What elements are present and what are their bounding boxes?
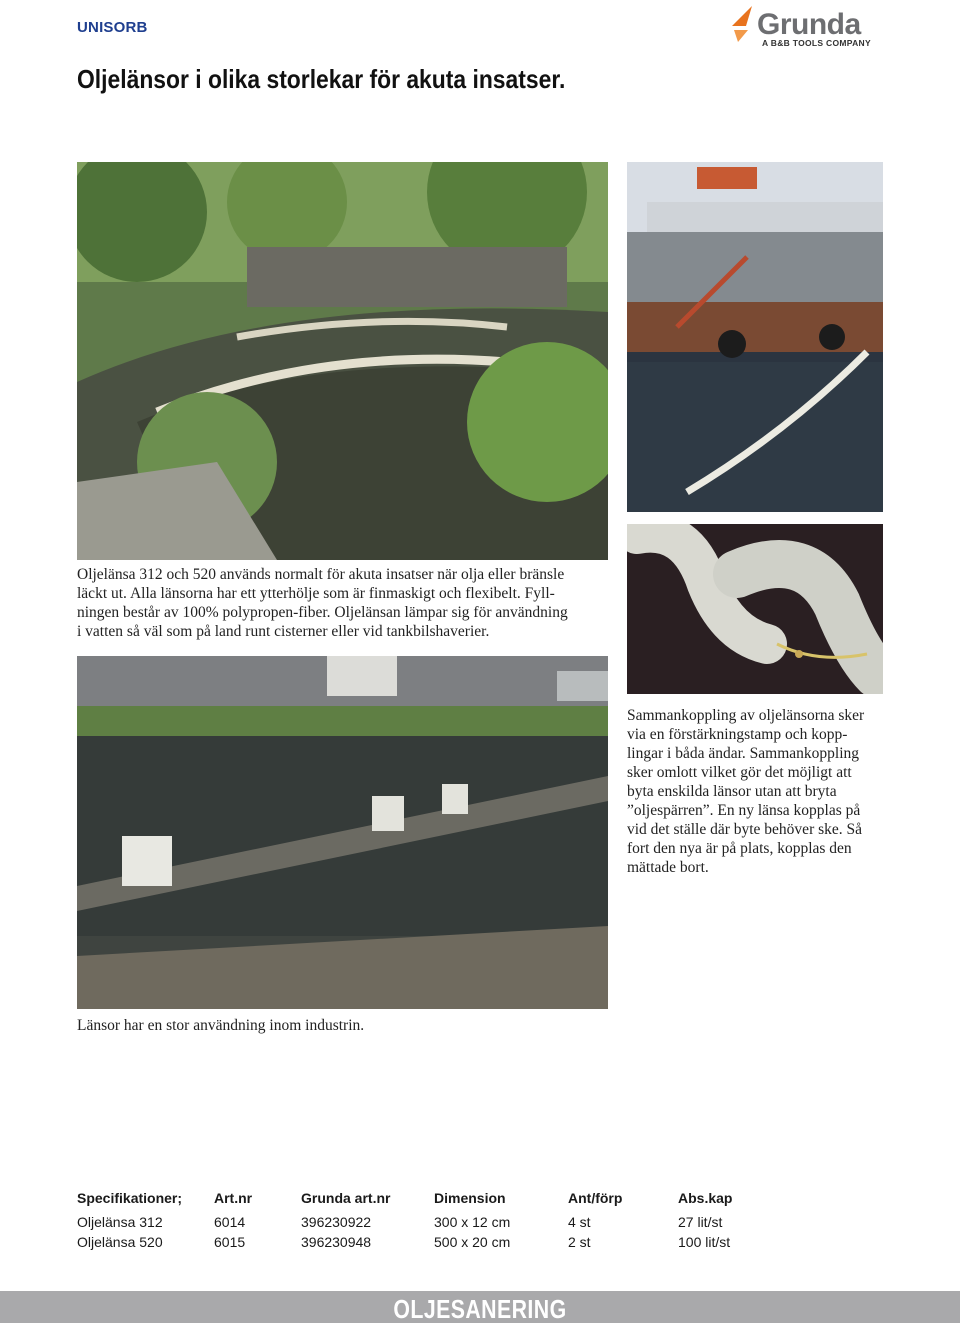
photo-creek-boom — [77, 162, 608, 560]
coupling-line: byta enskilda länsor utan att bryta — [627, 783, 837, 800]
intro-line: läckt ut. Alla länsorna har ett ytterhölje som är finmaskigt och flexibelt. Fyll- — [77, 585, 555, 602]
grunda-logo-mark-icon — [728, 4, 760, 44]
intro-line: ningen består av 100% polypropen-fiber. Oljelänsan lämpar sig för användning — [77, 604, 568, 621]
intro-line: i vatten så väl som på land runt cisterner eller vid tankbilshaverier. — [77, 623, 490, 640]
spec-cell: 4 st — [568, 1214, 591, 1230]
industry-caption: Länsor har en stor användning inom industrin. — [77, 1017, 365, 1034]
spec-cell: 396230922 — [301, 1214, 372, 1230]
intro-caption — [77, 565, 617, 641]
spec-cell: 100 lit/st — [678, 1234, 731, 1250]
spec-cell: 396230948 — [301, 1234, 372, 1250]
coupling-line: via en förstärkningstamp och kopp- — [627, 726, 848, 743]
coupling-line: ”oljespärren”. En ny länsa kopplas på — [627, 802, 861, 819]
spec-cell: Oljelänsa 520 — [77, 1234, 163, 1250]
table-row — [77, 1212, 877, 1232]
coupling-line: lingar i båda ändar. Sammankoppling — [627, 745, 860, 762]
coupling-line: vid det ställe där byte behöver ske. Så — [627, 821, 863, 838]
page-title: Oljelänsor i olika storlekar för akuta insatser. — [77, 64, 566, 94]
logo-subtitle: A B&B TOOLS COMPANY — [762, 38, 871, 48]
photo-ship-boom — [627, 162, 883, 512]
spec-cell: 27 lit/st — [678, 1214, 723, 1230]
coupling-line: mättade bort. — [627, 859, 709, 876]
coupling-caption — [627, 706, 917, 877]
photo-boom-coupling — [627, 524, 883, 694]
spec-header: Abs.kap — [678, 1190, 733, 1206]
spec-header: Specifikationer; — [77, 1190, 183, 1206]
spec-cell: Oljelänsa 312 — [77, 1214, 163, 1230]
spec-header: Dimension — [434, 1190, 506, 1206]
spec-table — [77, 1190, 877, 1252]
footer-section-label: OLJESANERING — [393, 1294, 567, 1324]
spec-header: Ant/förp — [568, 1190, 623, 1206]
spec-header: Art.nr — [214, 1190, 253, 1206]
spec-cell: 300 x 12 cm — [434, 1214, 511, 1230]
brand-tag: UNISORB — [77, 19, 148, 36]
spec-cell: 500 x 20 cm — [434, 1234, 511, 1250]
spec-cell: 2 st — [568, 1234, 591, 1250]
table-row — [77, 1232, 877, 1252]
spec-cell: 6014 — [214, 1214, 246, 1230]
spec-cell: 6015 — [214, 1234, 246, 1250]
logo-wordmark: Grunda — [757, 8, 861, 41]
intro-line: Oljelänsa 312 och 520 används normalt för akuta insatser när olja eller bränsle — [77, 566, 565, 583]
photo-industry-boom — [77, 656, 608, 1009]
coupling-line: Sammankoppling av oljelänsorna sker — [627, 707, 865, 724]
coupling-line: sker omlott vilket gör det möjligt att — [627, 764, 852, 781]
coupling-line: fort den nya är på plats, kopplas den — [627, 840, 852, 857]
spec-header-row — [77, 1190, 877, 1212]
spec-header: Grunda art.nr — [301, 1190, 391, 1206]
